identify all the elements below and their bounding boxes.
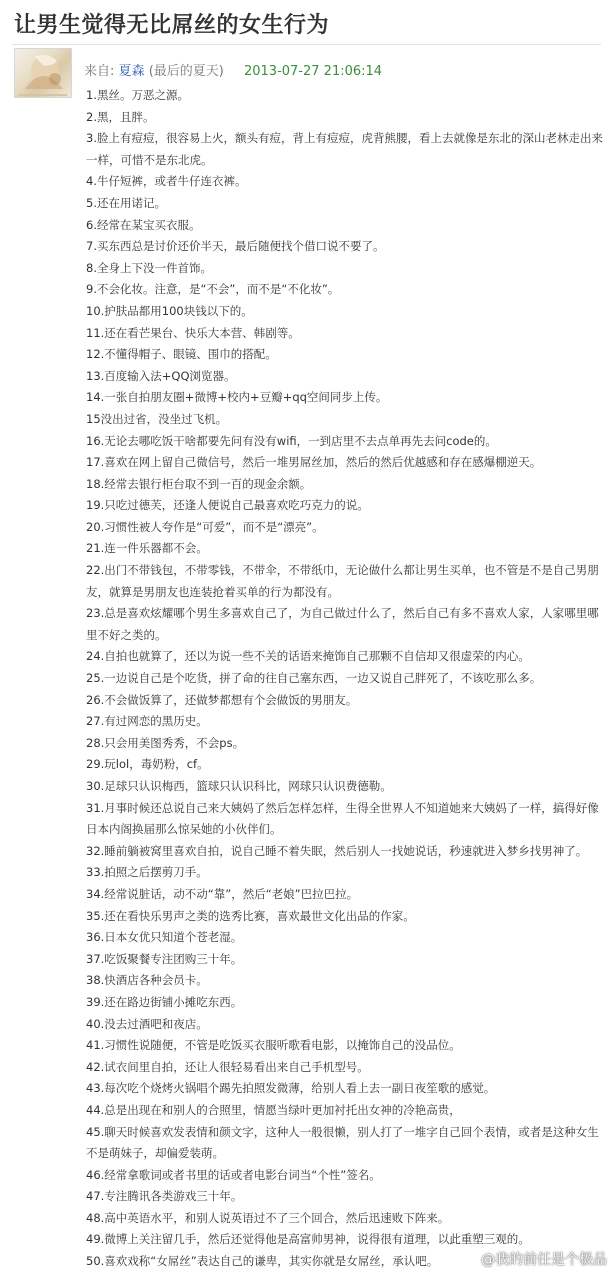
avatar[interactable] xyxy=(14,48,72,98)
list-item: 25.一边说自己是个吃货，拼了命的往自己塞东西，一边又说自己胖死了，不该吃那么多。 xyxy=(86,671,542,686)
list-item: 21.连一件乐器都不会。 xyxy=(86,541,208,556)
list-item: 14.一张自拍朋友圈+微博+校内+豆瓣+qq空间同步上传。 xyxy=(86,390,388,405)
list-item: 8.全身上下没一件首饰。 xyxy=(86,260,212,275)
author-link[interactable]: 夏森 xyxy=(118,64,145,79)
list-item: 20.习惯性被人夸作是“可爱”，而不是“漂亮”。 xyxy=(86,519,324,534)
list-item: 1.黑丝。万恶之源。 xyxy=(86,88,189,102)
list-item: 5.还在用诺记。 xyxy=(86,195,166,210)
list-item: 18.经常去银行柜台取不到一百的现金余额。 xyxy=(86,476,312,491)
post-timestamp: 2013-07-27 21:06:14 xyxy=(243,64,383,79)
list-item: 49.微博上关注留几手，然后还觉得他是高富帅男神，说得很有道理，以此重塑三观的。 xyxy=(86,1232,530,1247)
list-item: 4.牛仔短裤，或者牛仔连衣裤。 xyxy=(86,174,247,189)
list-item: 47.专注腾讯各类游戏三十年。 xyxy=(86,1189,243,1204)
list-item: 37.吃饭聚餐专注团购三十年。 xyxy=(86,951,243,966)
list-item: 45.聊天时候喜欢发表情和颜文字，这种人一般很懒，别人打了一堆字自己回个表情，或者是这种女生不是萌妹子，却偏爱装萌。 xyxy=(86,1124,599,1161)
list-item: 29.玩lol，毒奶粉，cf。 xyxy=(86,757,209,772)
title-divider xyxy=(12,44,601,45)
list-item: 3.脸上有痘痘，很容易上火，额头有痘，背上有痘痘，虎背熊腰，看上去就像是东北的深山老林走出来一样，可惜不是东北虎。 xyxy=(86,131,603,167)
list-item: 30.足球只认识梅西，篮球只认识科比，网球只认识费德勒。 xyxy=(86,779,392,793)
list-item: 50.喜欢戏称“女屌丝”表达自己的谦卑，其实你就是女屌丝，承认吧。 xyxy=(86,1254,439,1269)
list-item: 31.月事时候还总说自己来大姨妈了然后怎样怎样，生得全世界人不知道她来大姨妈了一样，搞得好像日本内阁换届那么惊呆她的小伙伴们。 xyxy=(86,800,599,837)
list-item: 43.每次吃个烧烤火锅唱个踢先拍照发微薄，给别人看上去一副日夜笙歌的感觉。 xyxy=(86,1081,496,1096)
list-item: 39.还在路边街铺小摊吃东西。 xyxy=(86,994,243,1009)
list-item: 10.护肤品都用100块钱以下的。 xyxy=(86,303,253,318)
list-item: 24.自拍也就算了，还以为说一些不关的话语来掩饰自己那颗不自信却又很虚荣的内心。 xyxy=(86,649,530,664)
page-title: 让男生觉得无比屌丝的女生行为 xyxy=(14,13,330,38)
list-item: 15没出过省，没坐过飞机。 xyxy=(86,411,228,426)
list-item: 17.喜欢在网上留自己微信号，然后一堆男屌丝加，然后的然后优越感和存在感爆棚逆天。 xyxy=(86,455,542,470)
article-body xyxy=(86,85,606,1273)
list-item: 32.睡前躺被窝里喜欢自拍，说自己睡不着失眠，然后别人一找她说话，秒速就进入梦乡找男神了。 xyxy=(86,843,588,858)
list-item: 38.快酒店各种会员卡。 xyxy=(86,973,208,988)
list-item: 34.经常说脏话，动不动“靠”，然后“老娘”巴拉巴拉。 xyxy=(86,886,359,901)
list-item: 33.拍照之后摆剪刀手。 xyxy=(86,865,208,880)
avatar-illustration-icon xyxy=(15,49,71,97)
list-item: 11.还在看芒果台、快乐大本营、韩剧等。 xyxy=(86,325,300,340)
list-item: 9.不会化妆。注意，是“不会”，而不是“不化妆”。 xyxy=(86,282,340,297)
watermark: @我的前任是个极品 xyxy=(481,1252,607,1268)
list-item: 12.不懂得帽子、眼镜、围巾的搭配。 xyxy=(86,347,277,362)
list-item: 6.经常在某宝买衣服。 xyxy=(86,217,201,232)
list-item: 44.总是出现在和别人的合照里，情愿当绿叶更加衬托出女神的冷艳高贵， xyxy=(86,1102,461,1117)
list-item: 19.只吃过德芙，还逢人便说自己最喜欢吃巧克力的说。 xyxy=(86,498,369,513)
list-item: 35.还在看快乐男声之类的选秀比赛，喜欢最世文化出品的作家。 xyxy=(86,908,415,923)
list-item: 36.日本女优只知道个苍老湿。 xyxy=(86,930,243,945)
list-item: 7.买东西总是讨价还价半天，最后随便找个借口说不要了。 xyxy=(86,239,385,254)
list-item: 42.试衣间里自拍，还让人很轻易看出来自己手机型号。 xyxy=(86,1059,369,1074)
list-item: 2.黑，且胖。 xyxy=(86,109,155,124)
list-item: 46.经常拿歌词或者书里的话或者电影台词当“个性”签名。 xyxy=(86,1167,381,1182)
list-item: 23.总是喜欢炫耀哪个男生多喜欢自己了，为自己做过什么了，然后自己有多不喜欢人家，人家哪里哪里不好之类的。 xyxy=(86,606,599,642)
list-item: 16.无论去哪吃饭干啥都要先问有没有wifi，一到店里不去点单再先去问code的。 xyxy=(86,433,497,448)
list-item: 26.不会做饭算了，还做梦都想有个会做饭的男朋友。 xyxy=(86,692,358,707)
list-item: 22.出门不带钱包，不带零钱，不带伞，不带纸巾，无论做什么都让男生买单，也不管是不是自己男朋友，就算是男朋友也连装抢着买单的行为都没有。 xyxy=(86,563,599,599)
list-item: 13.百度输入法+QQ浏览器。 xyxy=(86,368,236,383)
author-note: (最后的夏天) xyxy=(148,64,224,79)
list-item: 40.没去过酒吧和夜店。 xyxy=(86,1016,208,1031)
list-item: 48.高中英语水平，和别人说英语过不了三个回合，然后迅速败下阵来。 xyxy=(86,1210,450,1225)
list-item: 28.只会用美图秀秀，不会ps。 xyxy=(86,735,245,750)
post-meta xyxy=(84,60,382,79)
list-item: 41.习惯性说随便，不管是吃饭买衣服听歌看电影，以掩饰自己的没品位。 xyxy=(86,1038,461,1053)
list-item: 27.有过网恋的黑历史。 xyxy=(86,714,208,729)
from-label: 来自: xyxy=(84,64,115,79)
